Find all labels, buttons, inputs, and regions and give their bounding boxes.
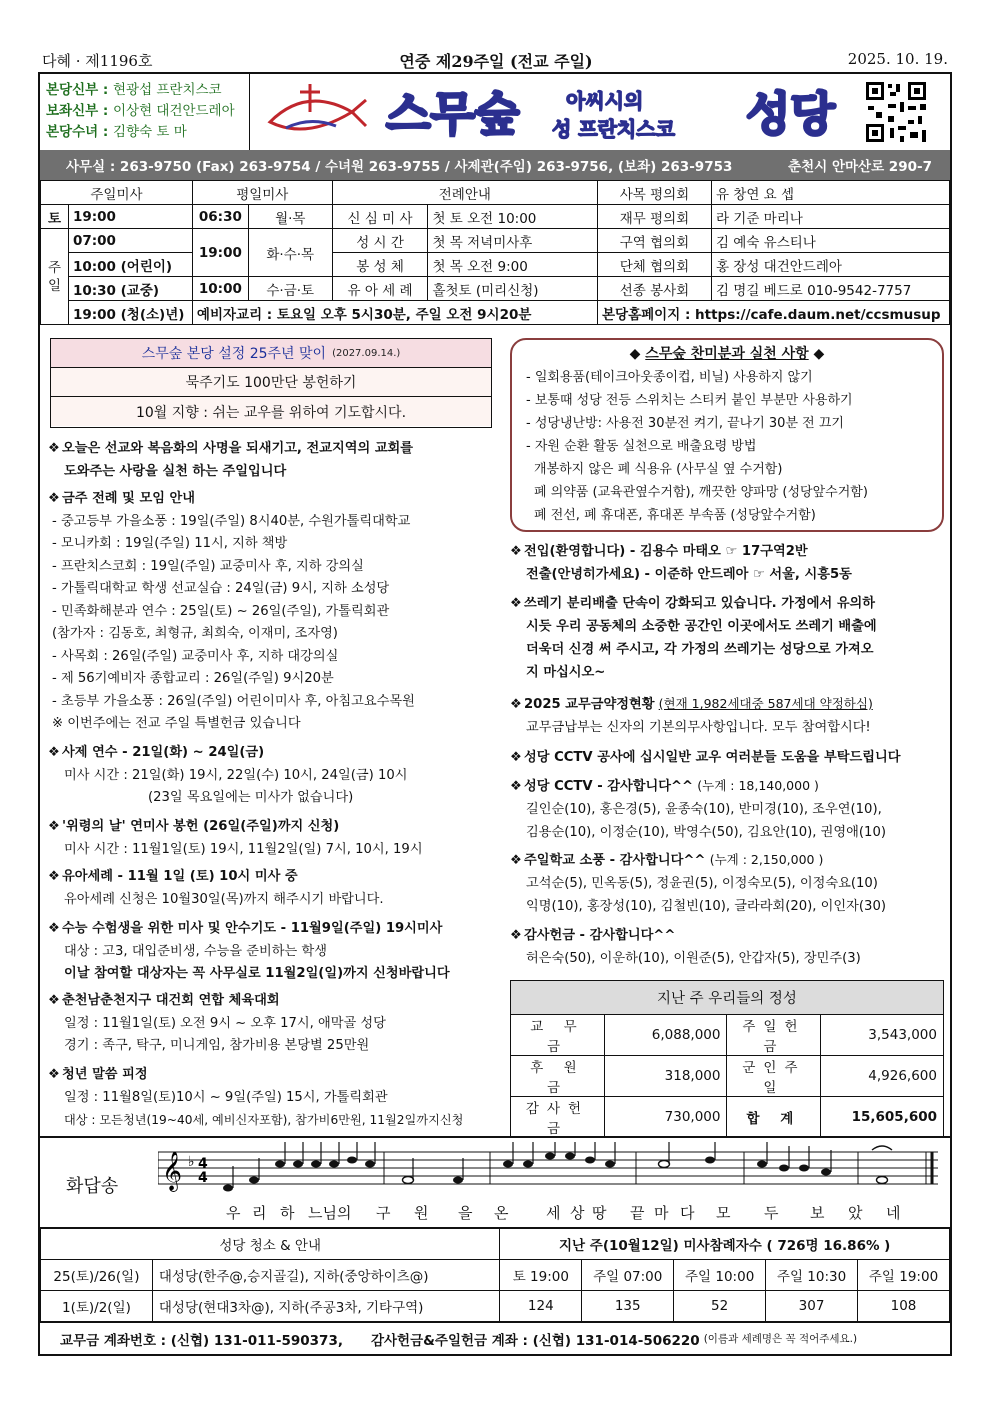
council-value: 유 창연 요 셉 [711,181,949,205]
practice-line: - 보통때 성당 전등 스위치는 스티커 붙인 부분만 사용하기 [526,393,853,408]
creation-care-title: ◆ 스무숲 찬미분과 실천 사항 ◆ [629,346,825,362]
council-name: 사목 평의회 [598,181,712,205]
svg-text:아씨시의: 아씨시의 [566,89,644,113]
practice-sub-line: 폐 전선, 폐 휴대폰, 휴대폰 부속품 (성당앞수거함) [534,508,816,523]
liturgy-head: 전례안내 [332,181,597,205]
practice-sub-line: 개봉하지 않은 폐 식용유 (사무실 옆 수거함) [534,462,783,477]
diamond-bullet-icon: ❖ [510,928,522,943]
diamond-bullet-icon: ❖ [510,779,522,794]
cleaning-head: 성당 청소 & 안내 [41,1229,500,1260]
weekday-days: 월·목 [248,205,332,229]
diamond-bullet-icon: ❖ [48,819,60,834]
sunday-time: 10:00 (어린이) [68,253,192,277]
sunday-time: 19:00 (청(소)년) [68,301,192,325]
event-line: - 가톨릭대학교 학생 선교실습 : 24일(금) 9시, 지하 소성당 [52,581,390,596]
diamond-bullet-icon: ❖ [48,745,60,760]
church-logo [266,82,866,144]
offerings-title: 지난 주 우리들의 정성 [511,981,944,1015]
clergy-box [40,74,250,150]
move-in-out: ❖ 전입(환영합니다) - 김용수 마태오 ☞ 17구역2반 전출(안녕히가세요) - 이준하 안드레아 ☞ 서울, 시흥5동 [510,540,950,586]
svg-text:성 프란치스코: 성 프란치스코 [552,117,675,141]
council-name: 재무 평의회 [598,205,712,229]
exam-mass-notice: ❖ 수능 수험생을 위한 미사 및 안수기도 - 11월9일(주일) 19시미사 대상 : 고3, 대입준비생, 수능을 준비하는 학생 이날 참여할 대상자는 꼭 사무실로 11월2일(일)까지 신청바랍니다 [48,918,498,986]
diamond-bullet-icon: ❖ [510,596,522,611]
sunday-time: 10:30 (교중) [68,277,192,301]
liturgy-value: 홀첫토 (미리신청) [428,277,598,301]
clergy-assistant: 보좌신부 : 이상현 대건안드레아 [46,103,235,119]
issue-date: 2025. 10. 19. [847,50,948,68]
diamond-bullet-icon: ❖ [48,441,60,456]
music-staff-icon [158,1142,942,1202]
clergy-list [46,80,235,143]
liturgy-name: 봉 성 체 [332,253,428,277]
contact-phones: 사무실 : 263-9750 (Fax) 263-9754 / 수녀원 263-9755 / 사제관(주임) 263-9756, (보좌) 263-9753 [66,159,733,175]
anniversary-title-row [51,339,491,368]
event-line: - 초등부 가을소풍 : 26일(주일) 어린이미사 후, 아침고요수목원 [52,693,415,709]
church-address: 춘천시 안마산로 290-7 [788,159,932,175]
account-note: (이름과 세례명은 꼭 적어주세요.) [703,1333,858,1345]
picnic-donors: ❖ 주일학교 소풍 - 감사합니다^^ (누계 : 2,150,000 ) 고석순(5), 민옥동(5), 정윤권(5), 이정숙모(5), 이정숙요(10) 익명(10), 홍장성(10), 김철빈(10), 글라라회(20), 이인자(30) [510,848,950,918]
weekday-time: 06:30 [192,205,248,229]
qr-code-icon[interactable] [864,80,928,144]
council-value: 김 명길 베드로 010-9542-7757 [711,277,949,301]
practice-sub-line: 폐 의약품 (교육관옆수거함), 깨끗한 양파망 (성당앞수거함) [534,485,868,500]
event-line: (참가자 : 김동호, 최형규, 최희숙, 이재미, 조자영) [52,626,338,641]
diamond-bullet-icon: ❖ [510,544,522,559]
svg-text:스무숲: 스무숲 [386,87,520,141]
sunday-time: 07:00 [68,229,192,253]
liturgy-name: 성 시 간 [332,229,428,253]
schedule-table [40,180,950,325]
weekday-time: 10:00 [192,277,248,301]
svg-text:𝄞: 𝄞 [162,1151,183,1191]
diamond-bullet-icon: ❖ [48,993,60,1008]
anniversary-title: 스무숲 본당 설정 25주년 맞이 [141,346,327,362]
table-row: 25(토)/26(일) 대성당(한주@,승지골길), 지하(중앙하이츠@) 토 19:00 주일 07:00 주일 10:00 주일 10:30 주일 19:00 [41,1260,950,1291]
trash-notice: ❖ 쓰레기 분리배출 단속이 강화되고 있습니다. 가정에서 유의하 시듯 우리 공동체의 소중한 공간인 이곳에서도 쓰레기 배출에 더욱더 신경 써 주시고, 각 가정의 쓰레기는 성당으로 가져오 지 마십시오~ [510,592,950,684]
page-title: 연중 제29주일 (전교 주일) [399,52,593,71]
liturgy-value: 첫 토 오전 10:00 [428,205,598,229]
psalm-response: 화답송 𝄞 ♭ 4 4 우 리 하 느님의 구 원 을 온 세 상 땅 끝 마 다 모 두 보 았 네 [40,1136,950,1228]
tithe-account: 교무금 계좌번호 : (신협) 131-011-590373, [60,1332,343,1349]
diamond-bullet-icon: ❖ [510,750,522,765]
weekday-days: 화·수·목 [248,229,332,277]
council-name: 선종 봉사회 [598,277,712,301]
cctv-donors: ❖ 성당 CCTV - 감사합니다^^ (누계 : 18,140,000 ) 길인순(10), 홍은경(5), 윤종숙(10), 반미경(10), 조우연(10), 김용순(10), 이정순(10), 박영수(50), 김요안(10), 권영애(10) [510,774,950,844]
creation-care-box [510,338,944,532]
liturgy-value: 첫 목 오전 9:00 [428,253,598,277]
youth-retreat-notice: ❖ 청년 말씀 피정 일정 : 11월8일(토)10시 ~ 9일(주일) 15시, 가톨릭회관 대상 : 모든청년(19~40세, 예비신자포함), 참가비6만원, 11월2일까지신청 [48,1064,498,1132]
pledge-status: ❖ 2025 교무금약정현황 (현재 1,982세대중 587세대 약정하심) 교무금납부는 신자의 기본의무사항입니다. 모두 참여합시다! [510,692,950,739]
sunday-mass-head: 주일미사 [41,181,193,205]
event-line: - 사목회 : 26일(주일) 교중미사 후, 지하 대강의실 [52,648,339,664]
practice-line: - 일회용품(테이크아웃종이컵, 비닐) 사용하지 않기 [526,370,813,385]
table-row: 교 무 금 6,088,000 주일헌금 3,543,000 [511,1015,944,1056]
svg-text:4: 4 [198,1170,208,1186]
bank-accounts [40,1322,950,1354]
contact-bar [40,150,950,180]
anniversary-box [50,338,492,428]
practice-line: - 자원 순환 활동 실천으로 배출요령 방법 [526,439,757,454]
council-value: 라 기준 마리나 [711,205,949,229]
diamond-bullet-icon: ❖ [48,491,60,506]
table-row: 1(토)/2(일) 대성당(현대3차@), 지하(주공3차, 기타구역) 124 135 52 307 108 [41,1291,950,1322]
diamond-bullet-icon: ❖ [48,869,60,884]
mission-sunday-notice: ❖ 오늘은 선교와 복음화의 사명을 되새기고, 전교지역의 교회를 도와주는 사랑을 실천 하는 주일입니다 [48,438,498,483]
cctv-request: ❖ 성당 CCTV 공사에 십시일반 교우 여러분들 도움을 부탁드립니다 [510,746,950,769]
council-value: 홍 장성 대건안드레아 [711,253,949,277]
svg-text:성당: 성당 [746,87,835,141]
clergy-sister: 본당수녀 : 김향숙 토 마 [46,124,187,140]
weekday-mass-head: 평일미사 [192,181,332,205]
council-name: 구역 협의회 [598,229,712,253]
table-row: 감사헌금 730,000 합 계 15,605,600 [511,1097,944,1138]
all-souls-notice: ❖ '위령의 날' 연미사 봉헌 (26일(주일)까지 신청) 미사 시간 : 11월1일(토) 19시, 11월2일(일) 7시, 10시, 19시 [48,816,498,861]
svg-text:♭: ♭ [188,1154,195,1170]
attendance-head: 지난 주(10월12일) 미사참례자수 ( 726명 16.86% ) [500,1229,950,1260]
masthead [40,46,952,72]
event-line: - 민족화해분과 연수 : 25일(토) ~ 26일(주일), 가톨릭회관 [52,603,390,619]
sports-day-notice: ❖ 춘천남춘천지구 대건회 연합 체육대회 일정 : 11월1일(토) 오전 9시 ~ 오후 17시, 애막골 성당 경기 : 족구, 탁구, 미니게임, 참가비용 본당별 25만원 [48,990,498,1058]
event-line: - 프란치스코회 : 19일(주일) 교중미사 후, 지하 강의실 [52,558,364,574]
homepage-link[interactable]: 본당홈페이지 : https://cafe.daum.net/ccsmusup [598,301,950,325]
diamond-bullet-icon: ❖ [48,1067,60,1082]
infant-baptism-notice: ❖ 유아세례 - 11월 1일 (토) 10시 미사 중 유아세례 신청은 10월30일(목)까지 해주시기 바랍니다. [48,866,498,911]
practice-line: - 성당냉난방: 사용전 30분전 켜기, 끝나기 30분 전 끄기 [526,416,844,431]
header [40,74,950,150]
sunday-label: 주일 [41,229,69,325]
event-line: - 모니카회 : 19일(주일) 11시, 지하 책방 [52,536,288,551]
council-value: 김 예숙 유스티나 [711,229,949,253]
priest-retreat: ❖ 사제 연수 - 21일(화) ~ 24일(금) 미사 시간 : 21일(화) 19시, 22일(수) 10시, 24일(금) 10시 (23일 목요일에는 미사가 없습니다) [48,742,498,810]
event-line: ※ 이번주에는 전교 주일 특별헌금 있습니다 [52,716,301,731]
fish-cross-icon [270,84,366,129]
diamond-bullet-icon: ❖ [48,921,60,936]
svg-text:4: 4 [198,1156,208,1172]
event-line: - 제 56기예비자 종합교리 : 26일(주일) 9시20분 [52,671,334,686]
issue-number: 다혜 · 제1196호 [42,52,153,70]
liturgy-name: 신 심 미 사 [332,205,428,229]
offerings-table [510,980,944,1138]
anniversary-date: (2027.09.14.) [332,347,401,359]
cleaning-attendance-table [40,1228,950,1322]
event-line: - 중고등부 가을소풍 : 19일(주일) 8시40분, 수원가톨릭대학교 [52,513,411,529]
diamond-bullet-icon: ❖ [510,697,522,712]
clergy-pastor: 본당신부 : 현광섭 프란치스코 [46,82,222,98]
saturday-label: 토 [41,205,69,229]
liturgy-value: 첫 목 저녁미사후 [428,229,598,253]
weekday-days: 수·금·토 [248,277,332,301]
weekday-time: 19:00 [192,229,248,277]
thanks-donors: ❖ 감사헌금 - 감사합니다^^ 허은숙(50), 이운하(10), 이원준(5), 안갑자(5), 장민주(3) [510,924,950,970]
weekly-events: ❖ 금주 전례 및 모임 안내 - 중고등부 가을소풍 : 19일(주일) 8시40분, 수원가톨릭대학교 - 모니카회 : 19일(주일) 11시, 지하 책방 - 프란치스코회 : 19일(주일) 교중미사 후, 지하 강의실 - 가톨릭대학교 학생 선교실습 : 24일(금) 9시, 지하 소성당 - 민족화해분과 연수 : 25일(토) ~ 26일(주일), 가톨릭회관 (참가자 : 김동호, 최형규, 최희숙, 이재미, 조자영) - 사목회 : 26일(주일) 교중미사 후, 지하 대강의실 - 제 56기예비자 종합교리 : 26일(주일) 9시20분 - 초등부 가을소풍 : 26일(주일) 어린이미사 후, 아침고요수목원 ※ 이번주에는 전교 주일 특별헌금 있습니다 [48,488,498,736]
psalm-label: 화답송 [66,1176,119,1197]
table-row: 후 원 금 318,000 군인주일 4,926,600 [511,1056,944,1097]
offering-account: 감사헌금&주일헌금 계좌 : (신협) 131-014-506220 [370,1332,700,1349]
council-name: 단체 협의회 [598,253,712,277]
rosary-goal: 묵주기도 100만단 봉헌하기 [51,368,491,397]
catechumen-info: 예비자교리 : 토요일 오후 5시30분, 주일 오전 9시20분 [192,301,597,325]
saturday-time: 19:00 [68,205,192,229]
liturgy-name: 유 아 세 례 [332,277,428,301]
october-intention: 10월 지향 : 쉬는 교우를 위하여 기도합시다. [51,397,491,426]
diamond-bullet-icon: ❖ [510,853,522,868]
